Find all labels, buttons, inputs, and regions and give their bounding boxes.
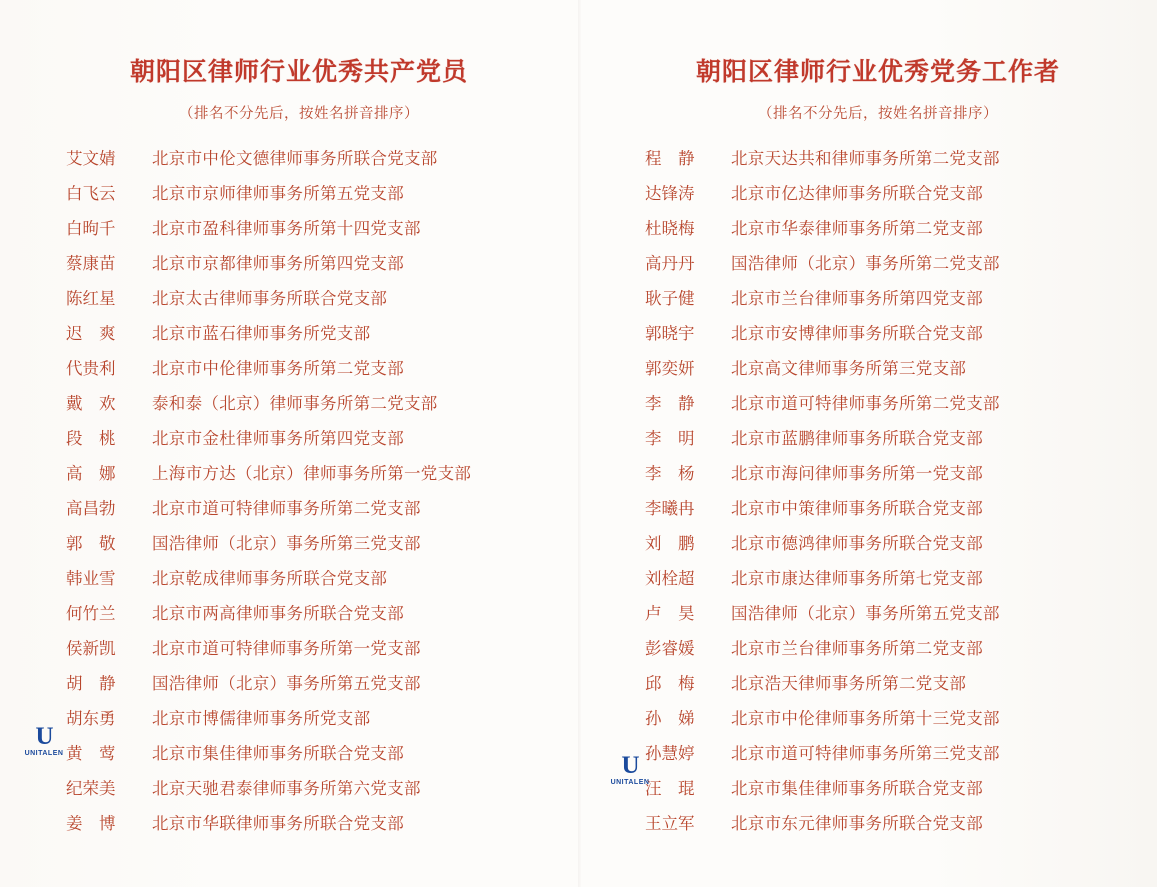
person-org: 北京市中伦文德律师事务所联合党支部 [152, 149, 438, 168]
person-name: 高 娜 [66, 464, 116, 483]
person-org: 北京市蓝石律师事务所党支部 [152, 324, 371, 343]
person-org: 北京市海问律师事务所第一党支部 [731, 464, 983, 483]
person-name: 迟 爽 [66, 324, 116, 343]
person-name: 彭睿媛 [645, 639, 695, 658]
list-item [66, 666, 558, 701]
page-title-right: 朝阳区律师行业优秀党务工作者 [695, 59, 1060, 86]
person-org: 泰和泰（北京）律师事务所第二党支部 [152, 394, 438, 413]
person-org: 国浩律师（北京）事务所第五党支部 [152, 674, 421, 693]
list-item [66, 176, 558, 211]
list-item [66, 596, 558, 631]
list-item [66, 491, 558, 526]
person-name: 卢 昊 [645, 604, 695, 623]
list-item [645, 666, 1137, 701]
subtitle-right: （排名不分先后，按姓名拼音排序） [758, 106, 998, 122]
person-name: 纪荣美 [66, 779, 116, 798]
list-item [66, 211, 558, 246]
person-org: 北京市中伦律师事务所第十三党支部 [731, 709, 1000, 728]
person-name: 段 桃 [66, 429, 116, 448]
person-name: 何竹兰 [66, 604, 116, 623]
list-item [66, 386, 558, 421]
person-name: 李曦冉 [645, 499, 695, 518]
logo-mark: U [621, 752, 639, 779]
person-org: 北京市道可特律师事务所第一党支部 [152, 639, 421, 658]
list-item [645, 736, 1137, 771]
person-org: 北京天驰君泰律师事务所第六党支部 [152, 779, 421, 798]
person-org: 北京市金杜律师事务所第四党支部 [152, 429, 404, 448]
unitalen-logo-icon [610, 752, 650, 786]
list-item [645, 316, 1137, 351]
column-excellent-party-members [0, 0, 578, 887]
person-org: 北京乾成律师事务所联合党支部 [152, 569, 388, 588]
list-item [66, 456, 558, 491]
person-name: 刘栓超 [645, 569, 695, 588]
subtitle-left: （排名不分先后，按姓名拼音排序） [179, 106, 419, 122]
person-org: 北京市道可特律师事务所第三党支部 [731, 744, 1000, 763]
person-name: 韩业雪 [66, 569, 116, 588]
person-name: 高丹丹 [645, 254, 695, 273]
person-org: 北京市安博律师事务所联合党支部 [731, 324, 983, 343]
person-org: 北京市两高律师事务所联合党支部 [152, 604, 404, 623]
person-name: 达锋涛 [645, 184, 695, 203]
person-name: 胡东勇 [66, 709, 116, 728]
person-org: 北京市康达律师事务所第七党支部 [731, 569, 983, 588]
list-item [645, 806, 1137, 841]
logo-wordmark: UNITALEN [610, 779, 650, 786]
page-title-left: 朝阳区律师行业优秀共产党员 [129, 59, 468, 86]
column-excellent-party-workers [579, 0, 1157, 887]
list-item [66, 246, 558, 281]
person-name: 刘 鹏 [645, 534, 695, 553]
list-item [645, 456, 1137, 491]
person-org: 北京市集佳律师事务所联合党支部 [152, 744, 404, 763]
person-org: 北京市京都律师事务所第四党支部 [152, 254, 404, 273]
person-org: 北京市中伦律师事务所第二党支部 [152, 359, 404, 378]
person-org: 北京市中策律师事务所联合党支部 [731, 499, 983, 518]
person-name: 邱 梅 [645, 674, 695, 693]
person-name: 汪 琨 [645, 779, 695, 798]
list-item [645, 141, 1137, 176]
list-item [645, 246, 1137, 281]
person-org: 北京浩天律师事务所第二党支部 [731, 674, 967, 693]
person-org: 北京高文律师事务所第三党支部 [731, 359, 967, 378]
list-item [645, 631, 1137, 666]
person-name: 黄 莺 [66, 744, 116, 763]
person-org: 北京市道可特律师事务所第二党支部 [731, 394, 1000, 413]
person-org: 北京天达共和律师事务所第二党支部 [731, 149, 1000, 168]
person-name: 戴 欢 [66, 394, 116, 413]
person-org: 北京市东元律师事务所联合党支部 [731, 814, 983, 833]
list-item [645, 771, 1137, 806]
list-item [66, 526, 558, 561]
list-item [645, 176, 1137, 211]
person-org: 北京市兰台律师事务所第二党支部 [731, 639, 983, 658]
list-item [66, 701, 558, 736]
list-item [645, 491, 1137, 526]
person-org: 北京市华泰律师事务所第二党支部 [731, 219, 983, 238]
person-name: 郭 敬 [66, 534, 116, 553]
person-name: 陈红星 [66, 289, 116, 308]
person-name: 白昫千 [66, 219, 116, 238]
person-org: 北京市京师律师事务所第五党支部 [152, 184, 404, 203]
list-item [66, 771, 558, 806]
person-name: 耿子健 [645, 289, 695, 308]
person-org: 北京市盈科律师事务所第十四党支部 [152, 219, 421, 238]
person-name: 侯新凯 [66, 639, 116, 658]
person-name: 代贵利 [66, 359, 116, 378]
person-org: 国浩律师（北京）事务所第五党支部 [731, 604, 1000, 623]
person-org: 国浩律师（北京）事务所第三党支部 [152, 534, 421, 553]
person-org: 北京市亿达律师事务所联合党支部 [731, 184, 983, 203]
person-org: 北京市蓝鹏律师事务所联合党支部 [731, 429, 983, 448]
person-name: 胡 静 [66, 674, 116, 693]
list-item [66, 316, 558, 351]
person-name: 蔡康苗 [66, 254, 116, 273]
list-item [66, 631, 558, 666]
list-item [645, 211, 1137, 246]
person-name: 李 杨 [645, 464, 695, 483]
list-item [645, 281, 1137, 316]
person-org: 北京市博儒律师事务所党支部 [152, 709, 371, 728]
list-item [66, 421, 558, 456]
person-org: 北京市集佳律师事务所联合党支部 [731, 779, 983, 798]
list-item [645, 386, 1137, 421]
list-item [66, 351, 558, 386]
person-name: 郭晓宇 [645, 324, 695, 343]
list-item [645, 526, 1137, 561]
person-name: 程 静 [645, 149, 695, 168]
person-org: 北京市兰台律师事务所第四党支部 [731, 289, 983, 308]
person-org: 北京市华联律师事务所联合党支部 [152, 814, 404, 833]
person-name: 高昌勃 [66, 499, 116, 518]
person-name: 李 明 [645, 429, 695, 448]
person-name: 孙慧婷 [645, 744, 695, 763]
list-item [645, 596, 1137, 631]
person-name: 艾文婧 [66, 149, 116, 168]
list-item [66, 561, 558, 596]
person-name: 孙 娣 [645, 709, 695, 728]
person-org: 上海市方达（北京）律师事务所第一党支部 [152, 464, 472, 483]
person-name: 姜 博 [66, 814, 116, 833]
person-name: 李 静 [645, 394, 695, 413]
list-item [645, 421, 1137, 456]
person-name: 王立军 [645, 814, 695, 833]
list-item [66, 806, 558, 841]
list-item [66, 736, 558, 771]
person-org: 北京市道可特律师事务所第二党支部 [152, 499, 421, 518]
list-item [645, 701, 1137, 736]
name-list-left [66, 141, 558, 841]
list-item [645, 351, 1137, 386]
list-item [66, 141, 558, 176]
unitalen-logo-icon [24, 723, 64, 757]
person-org: 北京市德鸿律师事务所联合党支部 [731, 534, 983, 553]
logo-wordmark: UNITALEN [24, 750, 64, 757]
logo-mark: U [35, 723, 53, 750]
person-org: 国浩律师（北京）事务所第二党支部 [731, 254, 1000, 273]
person-name: 白飞云 [66, 184, 116, 203]
list-item [645, 561, 1137, 596]
person-name: 杜晓梅 [645, 219, 695, 238]
list-item [66, 281, 558, 316]
name-list-right [645, 141, 1137, 841]
person-name: 郭奕妍 [645, 359, 695, 378]
person-org: 北京太古律师事务所联合党支部 [152, 289, 388, 308]
